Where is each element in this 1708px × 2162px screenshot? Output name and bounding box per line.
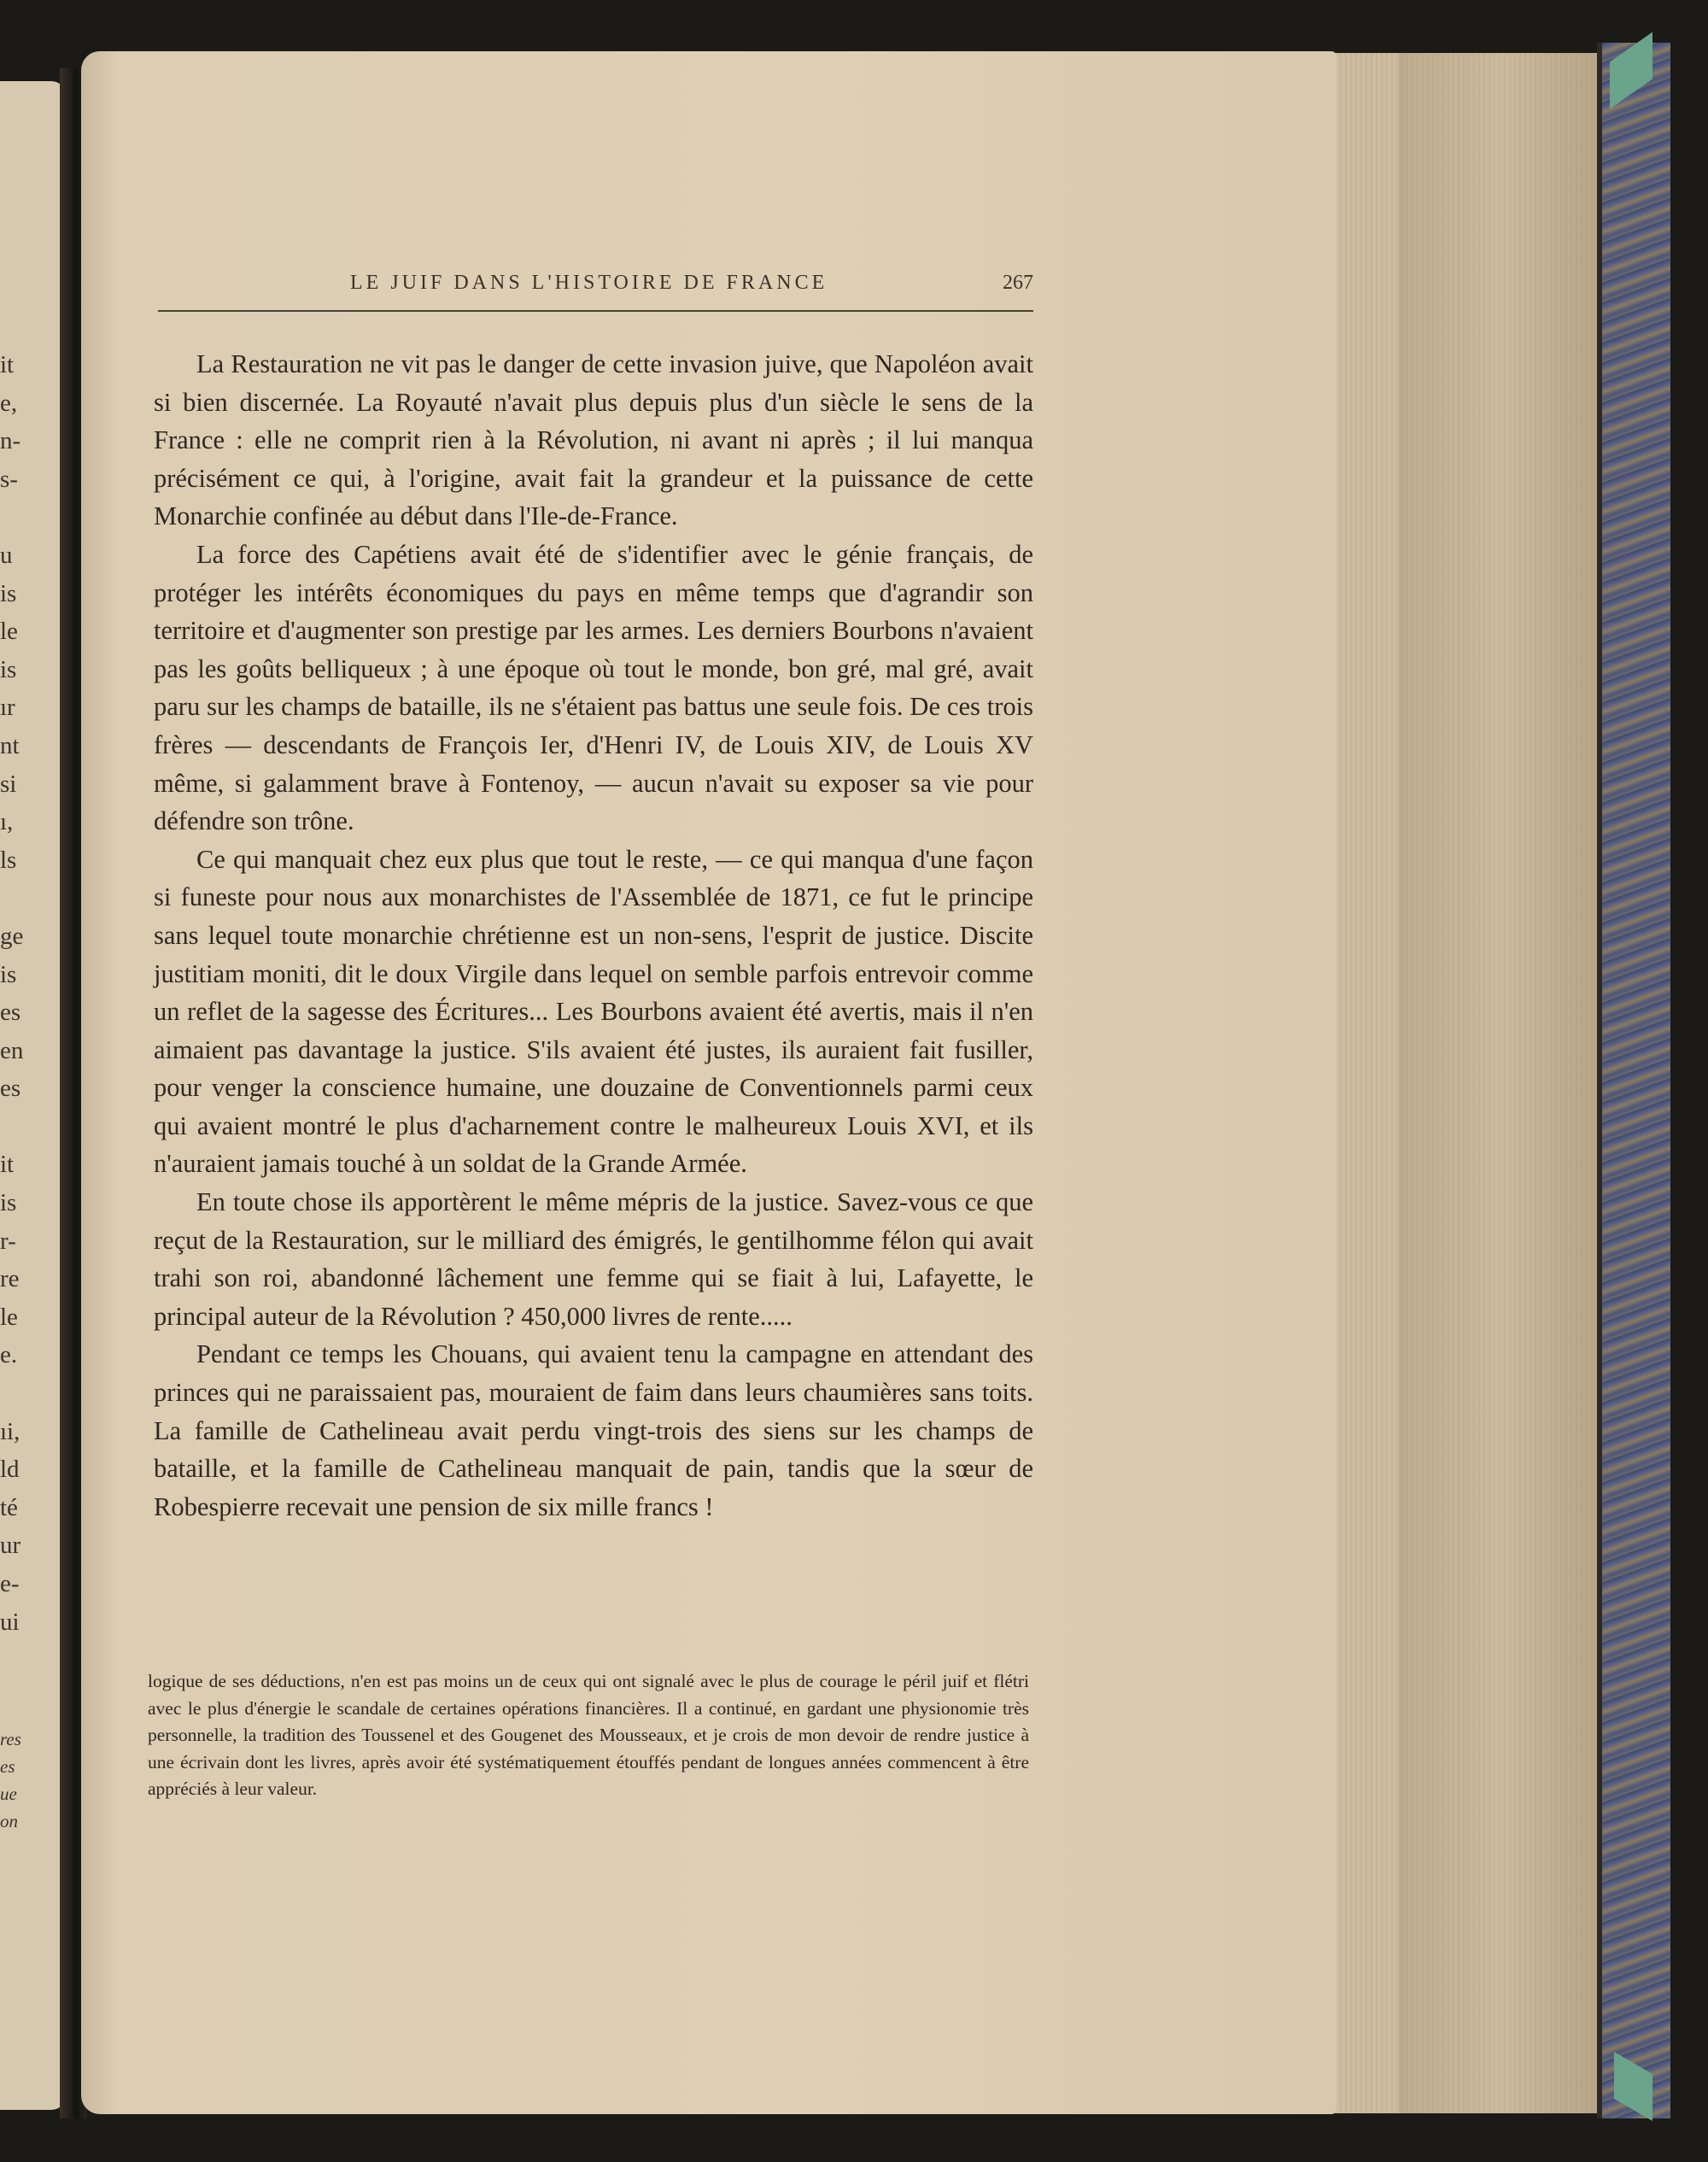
left-page-fragment: e, <box>0 389 18 417</box>
footnote-text: logique de ses déductions, n'en est pas moins un de ceux qui ont signalé avec le plus de courage le péril juif et flétri avec le plus d'énergie le scandale de certaines opérations financières. Il a continué, en gardant une physionomie très personnelle, la tradition des Toussenel et des Gougenet des Mousseaux, et je crois de mon devoir de rendre justice à une écrivain dont les livres, après avoir été systématiquement étouffés pendant de longues années commencent à être appréciés à leur valeur. <box>148 1671 1029 1799</box>
left-footnote-fragment: res <box>0 1729 21 1749</box>
left-page-fragment: ge <box>0 922 24 950</box>
left-footnote-fragment: on <box>0 1811 18 1831</box>
left-page-fragment: si <box>0 770 17 798</box>
left-page-fragment: e- <box>0 1570 20 1597</box>
left-page-footnote-fragments <box>0 1725 51 1835</box>
left-page-fragment: le <box>0 618 18 646</box>
left-page-fragment: u <box>0 541 13 569</box>
page-number: 267 <box>1003 272 1033 294</box>
left-page-fragment: té <box>0 1493 18 1521</box>
paragraph: En toute chose ils apportèrent le même mépris de la justice. Savez-vous ce que reçut de la Restauration, sur le milliard des émigrés, le gentilhomme félon qui avait trahi son roi, abandonné lâchement une femme qui se fiait à lui, Lafayette, le principal auteur de la Révolution ? 450,000 livres de rente..... <box>154 1187 1033 1331</box>
left-footnote-fragment: ue <box>0 1784 17 1804</box>
page-block-edges <box>1322 53 1607 2113</box>
left-page-fragment: es <box>0 1075 21 1103</box>
running-title: LE JUIF DANS L'HISTOIRE DE FRANCE <box>350 272 828 294</box>
left-page-fragment <box>0 498 51 536</box>
marbled-cover-edge <box>1597 43 1670 2118</box>
left-page-text-fragments <box>0 346 51 1641</box>
left-page-fragment: ur <box>0 1532 21 1560</box>
paragraph: La Restauration ne vit pas le danger de cette invasion juive, que Napoléon avait si bien discernée. La Royauté n'avait plus depuis plus d'un siècle le sens de la France : elle ne comprit rien à la Révolution, ni avant ni après ; il lui manqua précisément ce qui, à l'origine, avait fait la grandeur et la puissance de cette Monarchie confinée au début dans l'Ile-de-France. <box>154 349 1033 531</box>
left-page-fragment: re <box>0 1265 20 1293</box>
footnote <box>148 1668 1029 1803</box>
left-page-fragment: it <box>0 351 15 378</box>
left-page-fragment <box>0 879 51 917</box>
left-page-fragment: ı, <box>0 808 14 836</box>
left-page-fragment: is <box>0 655 17 683</box>
left-page-fragment <box>0 1108 51 1146</box>
left-page-fragment: en <box>0 1036 24 1064</box>
paragraph: Pendant ce temps les Chouans, qui avaient tenu la campagne en attendant des princes qui ne paraissaient pas, mouraient de faim dans leurs chaumières sans toits. La famille de Cathelineau avait perdu vingt-trois des siens sur les champs de bataille, et la famille de Cathelineau manquait de pain, tandis que la sœur de Robespierre recevait une pension de six mille francs ! <box>154 1339 1033 1521</box>
left-page-fragment <box>0 1374 51 1413</box>
left-page-fragment: ui <box>0 1608 20 1636</box>
left-page-fragment: nt <box>0 731 20 759</box>
left-page-fragment: is <box>0 1189 17 1217</box>
header-rule <box>158 310 1033 312</box>
body-text <box>154 345 1033 1526</box>
left-page-fragment: s- <box>0 465 18 493</box>
left-page-fragment: r- <box>0 1227 16 1255</box>
left-page-fragment: is <box>0 579 17 607</box>
left-page-fragment: n- <box>0 427 21 455</box>
left-page-fragment: e. <box>0 1341 18 1369</box>
left-page-fragment: ır <box>0 694 15 722</box>
left-footnote-fragment: es <box>0 1756 15 1777</box>
running-header <box>158 272 1033 306</box>
left-page-fragment: le <box>0 1303 18 1331</box>
left-page-fragment: is <box>0 960 17 988</box>
left-page-fragment: ld <box>0 1456 20 1484</box>
paragraph: La force des Capétiens avait été de s'identifier avec le génie français, de protéger les intérêts économiques du pays en même temps que d'agrandir son territoire et d'augmenter son prestige par les armes. Les derniers Bourbons n'avaient pas les goûts belliqueux ; à une époque où tout le monde, bon gré, mal gré, avait paru sur les champs de bataille, ils ne s'étaient pas battus une seule fois. De ces trois frères — descendants de François Ier, d'Henri IV, de Louis XIV, de Louis XV même, si galamment brave à Fontenoy, — aucun n'avait su exposer sa vie pour défendre son trône. <box>154 539 1033 836</box>
left-page-fragment: ls <box>0 846 17 874</box>
paragraph: Ce qui manquait chez eux plus que tout le reste, — ce qui manqua d'une façon si funeste pour nous aux monarchistes de l'Assemblée de 1871, ce fut le principe sans lequel toute monarchie chrétienne est un non-sens, l'esprit de justice. Discite justitiam moniti, dit le doux Virgile dans lequel on semble parfois entrevoir comme un reflet de la sagesse des Écritures... Les Bourbons avaient été avertis, mais il n'en aimaient pas davantage la justice. S'ils avaient été justes, ils auraient fait fusiller, pour venger la conscience humaine, une douzaine de Conventionnels parmi ceux qui avaient montré le plus d'acharnement contre le malheureux Louis XVI, et ils n'auraient jamais touché à un soldat de la Grande Armée. <box>154 844 1033 1179</box>
left-page-fragment: it <box>0 1151 15 1179</box>
left-page-fragment: es <box>0 999 21 1027</box>
left-page-fragment: ıi, <box>0 1417 20 1445</box>
facing-left-page <box>0 81 67 2110</box>
